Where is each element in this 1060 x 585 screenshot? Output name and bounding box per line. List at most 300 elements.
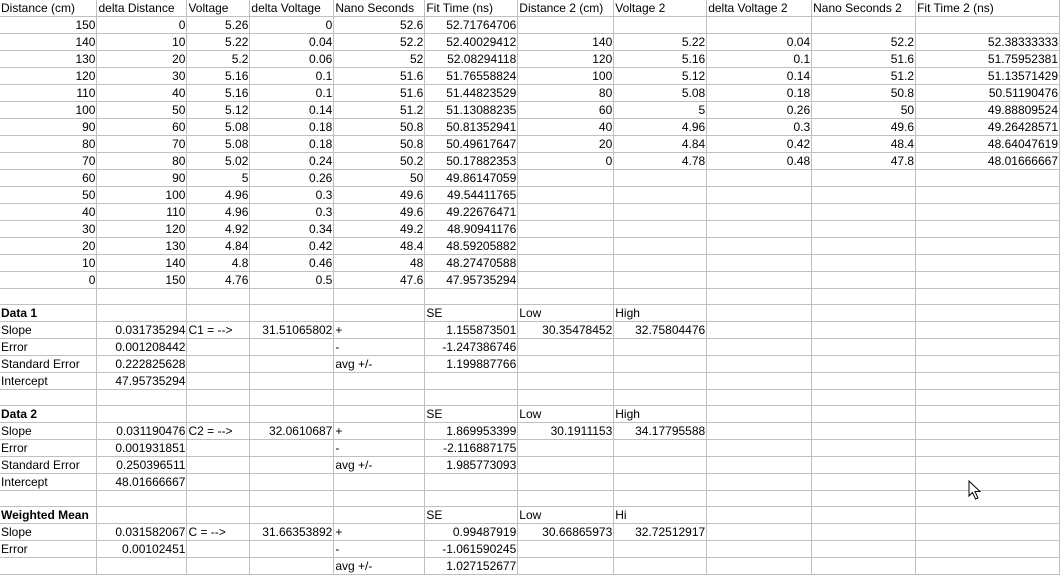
cell[interactable]: 50 bbox=[97, 102, 187, 119]
cell[interactable]: 40 bbox=[0, 204, 97, 221]
cell[interactable]: 32.72512917 bbox=[614, 524, 707, 541]
cell[interactable]: + bbox=[334, 524, 425, 541]
cell[interactable]: 150 bbox=[97, 272, 187, 289]
cell[interactable]: 50.8 bbox=[334, 136, 425, 153]
cell[interactable]: 50.8 bbox=[812, 85, 916, 102]
cell[interactable]: 48.4 bbox=[334, 238, 425, 255]
cell[interactable]: 4.96 bbox=[187, 187, 250, 204]
cell[interactable] bbox=[916, 356, 1060, 373]
cell[interactable] bbox=[614, 390, 707, 406]
cell[interactable]: 5.12 bbox=[187, 102, 250, 119]
cell[interactable]: 0.3 bbox=[707, 119, 812, 136]
cell[interactable]: 51.6 bbox=[812, 51, 916, 68]
cell[interactable] bbox=[518, 474, 614, 491]
cell[interactable]: - bbox=[334, 541, 425, 558]
cell[interactable]: 52 bbox=[334, 51, 425, 68]
cell[interactable] bbox=[812, 170, 916, 187]
cell[interactable] bbox=[250, 541, 334, 558]
cell[interactable] bbox=[707, 305, 812, 322]
cell[interactable]: Error bbox=[0, 541, 97, 558]
cell[interactable]: 0.5 bbox=[250, 272, 334, 289]
cell[interactable] bbox=[707, 474, 812, 491]
cell[interactable]: 0.42 bbox=[250, 238, 334, 255]
cell[interactable]: - bbox=[334, 440, 425, 457]
cell[interactable] bbox=[812, 507, 916, 524]
cell[interactable] bbox=[250, 289, 334, 305]
cell[interactable]: 1.027152677 bbox=[425, 558, 518, 575]
cell[interactable] bbox=[812, 221, 916, 238]
cell[interactable] bbox=[812, 17, 916, 34]
cell[interactable] bbox=[812, 187, 916, 204]
cell[interactable] bbox=[707, 356, 812, 373]
cell[interactable]: 52.6 bbox=[334, 17, 425, 34]
cell[interactable]: 0.18 bbox=[707, 85, 812, 102]
cell[interactable]: 51.6 bbox=[334, 85, 425, 102]
cell[interactable]: 0.1 bbox=[250, 68, 334, 85]
cell[interactable] bbox=[518, 289, 614, 305]
cell[interactable]: 48.01666667 bbox=[916, 153, 1060, 170]
cell[interactable]: Slope bbox=[0, 524, 97, 541]
cell[interactable] bbox=[916, 187, 1060, 204]
cell[interactable] bbox=[916, 507, 1060, 524]
cell[interactable] bbox=[614, 440, 707, 457]
cell[interactable] bbox=[97, 558, 187, 575]
cell[interactable] bbox=[518, 373, 614, 390]
cell[interactable] bbox=[250, 474, 334, 491]
cell[interactable] bbox=[812, 356, 916, 373]
cell[interactable]: 0.222825628 bbox=[97, 356, 187, 373]
cell[interactable] bbox=[518, 238, 614, 255]
cell[interactable]: 49.6 bbox=[334, 187, 425, 204]
cell[interactable]: 51.76558824 bbox=[425, 68, 518, 85]
cell[interactable] bbox=[812, 524, 916, 541]
cell[interactable]: 100 bbox=[97, 187, 187, 204]
cell[interactable]: 110 bbox=[97, 204, 187, 221]
cell[interactable] bbox=[812, 558, 916, 575]
cell[interactable]: 31.66353892 bbox=[250, 524, 334, 541]
cell[interactable] bbox=[614, 558, 707, 575]
cell[interactable] bbox=[707, 221, 812, 238]
cell[interactable] bbox=[614, 289, 707, 305]
cell[interactable]: 50.49617647 bbox=[425, 136, 518, 153]
cell[interactable] bbox=[614, 491, 707, 507]
cell[interactable] bbox=[916, 373, 1060, 390]
cell[interactable] bbox=[334, 373, 425, 390]
cell[interactable] bbox=[518, 272, 614, 289]
cell[interactable]: avg +/- bbox=[334, 356, 425, 373]
cell[interactable] bbox=[916, 322, 1060, 339]
cell[interactable] bbox=[916, 390, 1060, 406]
cell[interactable]: 100 bbox=[0, 102, 97, 119]
cell[interactable]: Weighted Mean bbox=[0, 507, 97, 524]
cell[interactable] bbox=[425, 289, 518, 305]
cell[interactable] bbox=[707, 187, 812, 204]
cell[interactable]: 32.75804476 bbox=[614, 322, 707, 339]
column-header-cell[interactable]: Nano Seconds bbox=[334, 0, 425, 17]
cell[interactable]: 0.24 bbox=[250, 153, 334, 170]
cell[interactable] bbox=[916, 17, 1060, 34]
cell[interactable] bbox=[250, 305, 334, 322]
cell[interactable]: 80 bbox=[97, 153, 187, 170]
cell[interactable] bbox=[518, 558, 614, 575]
cell[interactable]: 50 bbox=[334, 170, 425, 187]
cell[interactable]: 5.12 bbox=[614, 68, 707, 85]
cell[interactable] bbox=[518, 457, 614, 474]
cell[interactable] bbox=[916, 558, 1060, 575]
cell[interactable]: 30.1911153 bbox=[518, 423, 614, 440]
cell[interactable]: 0.06 bbox=[250, 51, 334, 68]
cell[interactable] bbox=[334, 406, 425, 423]
column-header-cell[interactable]: delta Distance bbox=[97, 0, 187, 17]
cell[interactable] bbox=[187, 356, 250, 373]
cell[interactable]: 5.08 bbox=[187, 119, 250, 136]
cell[interactable] bbox=[812, 272, 916, 289]
cell[interactable] bbox=[812, 406, 916, 423]
cell[interactable]: 0 bbox=[250, 17, 334, 34]
cell[interactable] bbox=[812, 238, 916, 255]
cell[interactable] bbox=[707, 238, 812, 255]
cell[interactable] bbox=[0, 558, 97, 575]
cell[interactable]: 0.99487919 bbox=[425, 524, 518, 541]
cell[interactable] bbox=[614, 17, 707, 34]
cell[interactable]: 0.250396511 bbox=[97, 457, 187, 474]
cell[interactable]: 52.08294118 bbox=[425, 51, 518, 68]
cell[interactable]: 50 bbox=[812, 102, 916, 119]
cell[interactable]: 80 bbox=[0, 136, 97, 153]
cell[interactable]: 50.81352941 bbox=[425, 119, 518, 136]
cell[interactable] bbox=[812, 390, 916, 406]
cell[interactable]: -1.061590245 bbox=[425, 541, 518, 558]
cell[interactable] bbox=[334, 390, 425, 406]
cell[interactable] bbox=[614, 339, 707, 356]
cell[interactable]: 140 bbox=[97, 255, 187, 272]
cell[interactable]: 4.76 bbox=[187, 272, 250, 289]
cell[interactable] bbox=[614, 204, 707, 221]
cell[interactable] bbox=[707, 289, 812, 305]
cell[interactable]: 52.2 bbox=[334, 34, 425, 51]
cell[interactable] bbox=[250, 373, 334, 390]
cell[interactable]: 0.1 bbox=[250, 85, 334, 102]
cell[interactable]: 1.155873501 bbox=[425, 322, 518, 339]
cell[interactable]: 47.95735294 bbox=[425, 272, 518, 289]
cell[interactable] bbox=[614, 474, 707, 491]
cell[interactable] bbox=[812, 289, 916, 305]
cell[interactable]: 5 bbox=[614, 102, 707, 119]
cell[interactable] bbox=[518, 255, 614, 272]
cell[interactable] bbox=[707, 440, 812, 457]
column-header-cell[interactable]: delta Voltage bbox=[250, 0, 334, 17]
cell[interactable] bbox=[707, 524, 812, 541]
cell[interactable] bbox=[97, 406, 187, 423]
cell[interactable] bbox=[614, 272, 707, 289]
cell[interactable] bbox=[707, 558, 812, 575]
cell[interactable]: 1.199887766 bbox=[425, 356, 518, 373]
cell[interactable]: Data 2 bbox=[0, 406, 97, 423]
cell[interactable] bbox=[916, 305, 1060, 322]
cell[interactable]: 5.2 bbox=[187, 51, 250, 68]
cell[interactable] bbox=[250, 440, 334, 457]
cell[interactable]: C2 = --> bbox=[187, 423, 250, 440]
cell[interactable] bbox=[812, 322, 916, 339]
cell[interactable]: Standard Error bbox=[0, 457, 97, 474]
cell[interactable] bbox=[518, 491, 614, 507]
cell[interactable]: 30 bbox=[0, 221, 97, 238]
cell[interactable]: 51.13571429 bbox=[916, 68, 1060, 85]
cell[interactable]: Intercept bbox=[0, 474, 97, 491]
cell[interactable]: 130 bbox=[0, 51, 97, 68]
cell[interactable]: 0.1 bbox=[707, 51, 812, 68]
cell[interactable]: 30 bbox=[97, 68, 187, 85]
cell[interactable]: 51.13088235 bbox=[425, 102, 518, 119]
cell[interactable]: 60 bbox=[518, 102, 614, 119]
cell[interactable] bbox=[334, 491, 425, 507]
cell[interactable] bbox=[250, 356, 334, 373]
cell[interactable] bbox=[707, 204, 812, 221]
cell[interactable] bbox=[518, 356, 614, 373]
cell[interactable]: 5.08 bbox=[614, 85, 707, 102]
cell[interactable] bbox=[812, 491, 916, 507]
cell[interactable] bbox=[97, 507, 187, 524]
cell[interactable] bbox=[614, 255, 707, 272]
cell[interactable]: 50.8 bbox=[334, 119, 425, 136]
cell[interactable] bbox=[707, 255, 812, 272]
cell[interactable]: 4.96 bbox=[187, 204, 250, 221]
cell[interactable]: - bbox=[334, 339, 425, 356]
cell[interactable]: 48.90941176 bbox=[425, 221, 518, 238]
cell[interactable]: 49.22676471 bbox=[425, 204, 518, 221]
cell[interactable]: 48.27470588 bbox=[425, 255, 518, 272]
cell[interactable]: 120 bbox=[0, 68, 97, 85]
cell[interactable]: Error bbox=[0, 440, 97, 457]
cell[interactable]: 0.18 bbox=[250, 119, 334, 136]
cell[interactable]: 30.35478452 bbox=[518, 322, 614, 339]
cell[interactable]: 31.51065802 bbox=[250, 322, 334, 339]
cell[interactable]: 50 bbox=[0, 187, 97, 204]
cell[interactable] bbox=[707, 406, 812, 423]
cell[interactable]: 0.3 bbox=[250, 187, 334, 204]
cell[interactable] bbox=[518, 541, 614, 558]
cell[interactable] bbox=[707, 541, 812, 558]
cell[interactable]: 47.95735294 bbox=[97, 373, 187, 390]
cell[interactable]: Low bbox=[518, 305, 614, 322]
cell[interactable] bbox=[916, 289, 1060, 305]
cell[interactable] bbox=[187, 289, 250, 305]
cell[interactable]: 34.17795588 bbox=[614, 423, 707, 440]
cell[interactable]: SE bbox=[425, 507, 518, 524]
cell[interactable]: 47.8 bbox=[812, 153, 916, 170]
cell[interactable] bbox=[334, 507, 425, 524]
cell[interactable] bbox=[707, 507, 812, 524]
cell[interactable]: 140 bbox=[518, 34, 614, 51]
cell[interactable]: 0.031735294 bbox=[97, 322, 187, 339]
cell[interactable] bbox=[916, 474, 1060, 491]
column-header-cell[interactable]: delta Voltage 2 bbox=[707, 0, 812, 17]
cell[interactable] bbox=[614, 170, 707, 187]
column-header-cell[interactable]: Distance 2 (cm) bbox=[518, 0, 614, 17]
column-header-cell[interactable]: Fit Time (ns) bbox=[425, 0, 518, 17]
cell[interactable]: 49.6 bbox=[334, 204, 425, 221]
cell[interactable] bbox=[187, 558, 250, 575]
cell[interactable]: 20 bbox=[518, 136, 614, 153]
cell[interactable] bbox=[916, 524, 1060, 541]
cell[interactable] bbox=[187, 491, 250, 507]
cell[interactable]: 51.2 bbox=[812, 68, 916, 85]
cell[interactable] bbox=[97, 289, 187, 305]
cell[interactable]: 0.34 bbox=[250, 221, 334, 238]
cell[interactable]: Low bbox=[518, 507, 614, 524]
cell[interactable] bbox=[614, 187, 707, 204]
cell[interactable] bbox=[916, 406, 1060, 423]
cell[interactable]: 50.51190476 bbox=[916, 85, 1060, 102]
cell[interactable]: 0.26 bbox=[707, 102, 812, 119]
cell[interactable] bbox=[614, 541, 707, 558]
cell[interactable]: 51.2 bbox=[334, 102, 425, 119]
cell[interactable] bbox=[916, 238, 1060, 255]
cell[interactable]: 0.001208442 bbox=[97, 339, 187, 356]
cell[interactable]: 0 bbox=[0, 272, 97, 289]
cell[interactable]: Error bbox=[0, 339, 97, 356]
cell[interactable]: 0.3 bbox=[250, 204, 334, 221]
cell[interactable] bbox=[425, 474, 518, 491]
cell[interactable] bbox=[187, 390, 250, 406]
cell[interactable] bbox=[812, 305, 916, 322]
cell[interactable]: + bbox=[334, 423, 425, 440]
cell[interactable]: 49.26428571 bbox=[916, 119, 1060, 136]
cell[interactable] bbox=[916, 170, 1060, 187]
cell[interactable] bbox=[187, 440, 250, 457]
cell[interactable] bbox=[614, 238, 707, 255]
cell[interactable]: 4.8 bbox=[187, 255, 250, 272]
cell[interactable] bbox=[250, 491, 334, 507]
cell[interactable] bbox=[916, 491, 1060, 507]
cell[interactable]: High bbox=[614, 305, 707, 322]
cell[interactable]: 32.0610687 bbox=[250, 423, 334, 440]
cell[interactable]: 0.42 bbox=[707, 136, 812, 153]
cell[interactable]: 5.22 bbox=[187, 34, 250, 51]
cell[interactable]: 20 bbox=[97, 51, 187, 68]
cell[interactable]: 70 bbox=[97, 136, 187, 153]
cell[interactable]: 0.001931851 bbox=[97, 440, 187, 457]
cell[interactable] bbox=[614, 221, 707, 238]
cell[interactable]: 0.14 bbox=[250, 102, 334, 119]
cell[interactable] bbox=[0, 491, 97, 507]
cell[interactable]: 5.02 bbox=[187, 153, 250, 170]
cell[interactable]: 4.84 bbox=[187, 238, 250, 255]
cell[interactable]: 49.88809524 bbox=[916, 102, 1060, 119]
cell[interactable]: 0.04 bbox=[250, 34, 334, 51]
cell[interactable]: 130 bbox=[97, 238, 187, 255]
cell[interactable]: 0.031582067 bbox=[97, 524, 187, 541]
cell[interactable]: 50.2 bbox=[334, 153, 425, 170]
cell[interactable]: 5 bbox=[187, 170, 250, 187]
cell[interactable]: 40 bbox=[518, 119, 614, 136]
cell[interactable] bbox=[707, 373, 812, 390]
cell[interactable] bbox=[916, 440, 1060, 457]
cell[interactable]: 90 bbox=[0, 119, 97, 136]
cell[interactable] bbox=[250, 507, 334, 524]
cell[interactable]: 48.01666667 bbox=[97, 474, 187, 491]
cell[interactable] bbox=[812, 457, 916, 474]
cell[interactable] bbox=[97, 390, 187, 406]
cell[interactable] bbox=[518, 170, 614, 187]
cell[interactable]: 49.2 bbox=[334, 221, 425, 238]
cell[interactable]: 5.16 bbox=[187, 85, 250, 102]
cell[interactable]: 49.54411765 bbox=[425, 187, 518, 204]
cell[interactable]: -1.247386746 bbox=[425, 339, 518, 356]
cell[interactable] bbox=[0, 289, 97, 305]
cell[interactable]: 0.48 bbox=[707, 153, 812, 170]
cell[interactable] bbox=[614, 457, 707, 474]
cell[interactable] bbox=[187, 474, 250, 491]
cell[interactable]: Intercept bbox=[0, 373, 97, 390]
cell[interactable] bbox=[707, 423, 812, 440]
cell[interactable]: 52.40029412 bbox=[425, 34, 518, 51]
cell[interactable]: 1.985773093 bbox=[425, 457, 518, 474]
cell[interactable]: 5.16 bbox=[187, 68, 250, 85]
cell[interactable]: 48.4 bbox=[812, 136, 916, 153]
cell[interactable] bbox=[97, 305, 187, 322]
cell[interactable]: 100 bbox=[518, 68, 614, 85]
cell[interactable]: 49.86147059 bbox=[425, 170, 518, 187]
cell[interactable]: Standard Error bbox=[0, 356, 97, 373]
cell[interactable]: C = --> bbox=[187, 524, 250, 541]
cell[interactable]: 0.031190476 bbox=[97, 423, 187, 440]
cell[interactable]: 140 bbox=[0, 34, 97, 51]
cell[interactable] bbox=[812, 440, 916, 457]
cell[interactable] bbox=[916, 541, 1060, 558]
cell[interactable]: 60 bbox=[97, 119, 187, 136]
cell[interactable] bbox=[812, 474, 916, 491]
cell[interactable] bbox=[707, 170, 812, 187]
cell[interactable]: 0.46 bbox=[250, 255, 334, 272]
cell[interactable]: 120 bbox=[97, 221, 187, 238]
cell[interactable] bbox=[916, 221, 1060, 238]
cell[interactable]: 5.26 bbox=[187, 17, 250, 34]
cell[interactable] bbox=[812, 204, 916, 221]
cell[interactable]: High bbox=[614, 406, 707, 423]
cell[interactable]: 0.26 bbox=[250, 170, 334, 187]
cell[interactable] bbox=[916, 423, 1060, 440]
cell[interactable] bbox=[812, 423, 916, 440]
cell[interactable]: 80 bbox=[518, 85, 614, 102]
cell[interactable] bbox=[250, 339, 334, 356]
cell[interactable] bbox=[518, 17, 614, 34]
cell[interactable] bbox=[187, 541, 250, 558]
cell[interactable] bbox=[916, 255, 1060, 272]
cell[interactable] bbox=[707, 390, 812, 406]
cell[interactable]: 10 bbox=[0, 255, 97, 272]
cell[interactable]: SE bbox=[425, 305, 518, 322]
cell[interactable] bbox=[250, 390, 334, 406]
cell[interactable]: 52.38333333 bbox=[916, 34, 1060, 51]
cell[interactable]: 48 bbox=[334, 255, 425, 272]
cell[interactable]: 4.78 bbox=[614, 153, 707, 170]
cell[interactable]: + bbox=[334, 322, 425, 339]
cell[interactable] bbox=[518, 390, 614, 406]
cell[interactable] bbox=[425, 491, 518, 507]
cell[interactable] bbox=[916, 457, 1060, 474]
cell[interactable]: 5.08 bbox=[187, 136, 250, 153]
cell[interactable]: 60 bbox=[0, 170, 97, 187]
cell[interactable]: 0 bbox=[518, 153, 614, 170]
cell[interactable]: Low bbox=[518, 406, 614, 423]
cell[interactable] bbox=[812, 339, 916, 356]
cell[interactable]: SE bbox=[425, 406, 518, 423]
cell[interactable]: 4.84 bbox=[614, 136, 707, 153]
cell[interactable]: Hi bbox=[614, 507, 707, 524]
cell[interactable]: 90 bbox=[97, 170, 187, 187]
cell[interactable]: Data 1 bbox=[0, 305, 97, 322]
